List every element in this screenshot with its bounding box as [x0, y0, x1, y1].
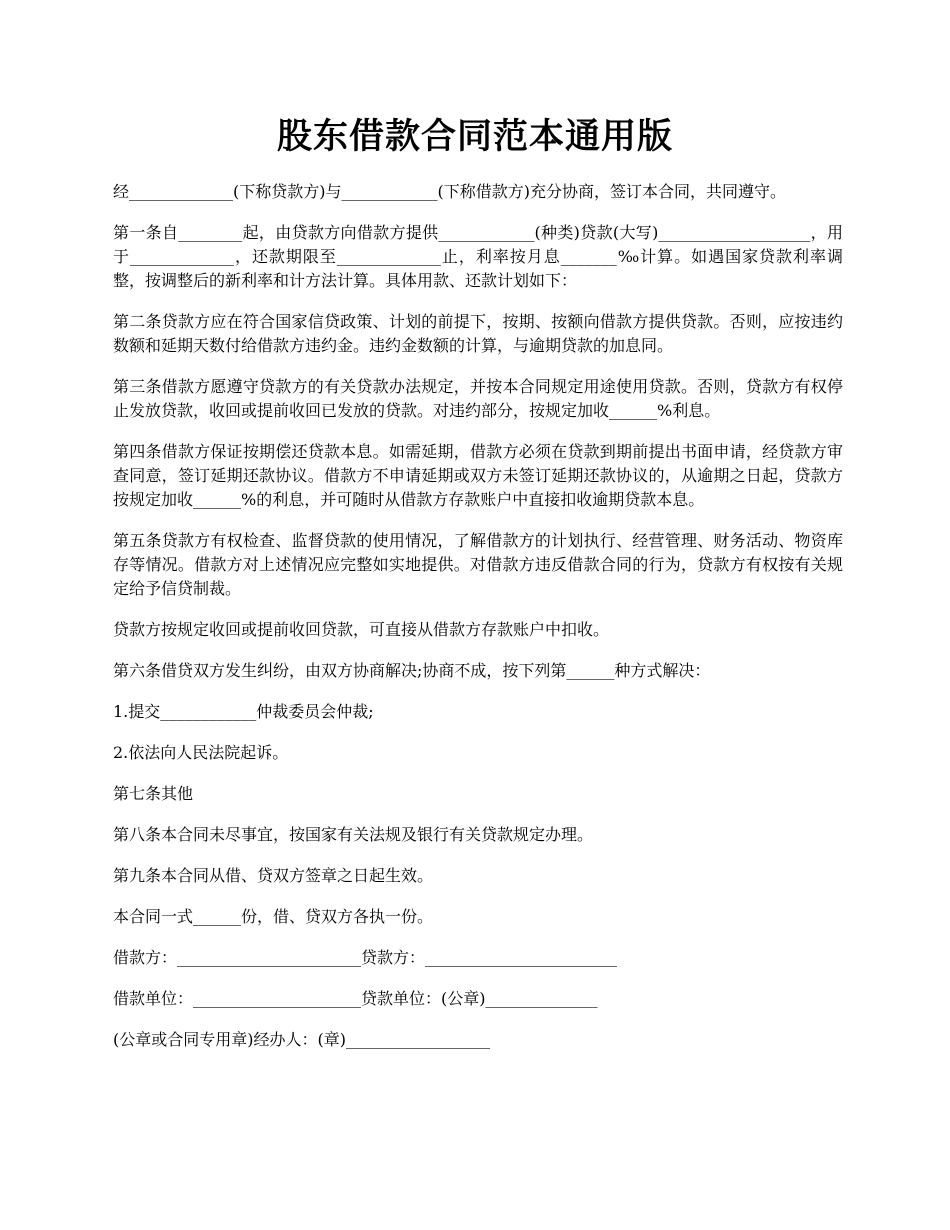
signature-seal-line: (公章或合同专用章)经办人：(章)__________________	[113, 1030, 490, 1049]
article-2-paragraph: 第二条贷款方应在符合国家信贷政策、计划的前提下，按期、按额向借款方提供贷款。否则，应按违约数额和延期天数付给借款方违约金。违约金数额的计算，与逾期贷款的加息同。	[113, 312, 843, 355]
intro-paragraph: 经_____________(下称贷款方)与____________(下称借款方)充分协商，签订本合同，共同遵守。	[113, 182, 786, 201]
article-3-paragraph: 第三条借款方愿遵守贷款方的有关贷款办法规定，并按本合同规定用途使用贷款。否则，贷款方有权停止发放贷款，收回或提前收回已发放的贷款。对违约部分，按规定加收______%利息。	[113, 377, 843, 420]
article-7-paragraph: 第七条其他	[113, 784, 194, 803]
article-9-paragraph: 第九条本合同从借、贷双方签章之日起生效。	[113, 866, 434, 885]
signature-units-line: 借款单位：_____________________贷款单位：(公章)______________	[113, 989, 598, 1008]
article-8-paragraph: 第八条本合同未尽事宜，按国家有关法规及银行有关贷款规定办理。	[113, 825, 594, 844]
deduction-paragraph: 贷款方按规定收回或提前收回贷款，可直接从借款方存款账户中扣收。	[113, 620, 610, 639]
article-1-paragraph: 第一条自________起，由贷款方向借款方提供____________(种类)贷款(大写)___________________，用于_____________，还款期限至_____________止，利率按月息_______‰计算。如遇国家贷款利率调整，按调整后的新利率和计方法计算。具体用款、还款计划如下：	[113, 223, 843, 290]
document-body	[113, 180, 843, 1069]
signature-parties-line: 借款方：_______________________贷款方：________________________	[113, 948, 618, 967]
article-4-paragraph: 第四条借款方保证按期偿还贷款本息。如需延期，借款方必须在贷款到期前提出书面申请，经贷款方审查同意，签订延期还款协议。借款方不申请延期或双方未签订延期还款协议的，从逾期之日起，贷款方按规定加收______%的利息，并可随时从借款方存款账户中直接扣收逾期贷款本息。	[113, 442, 843, 509]
document-title: 股东借款合同范本通用版	[276, 116, 673, 157]
copies-paragraph: 本合同一式______份，借、贷双方各执一份。	[113, 907, 434, 926]
article-5-paragraph: 第五条贷款方有权检查、监督贷款的使用情况，了解借款方的计划执行、经营管理、财务活动、物资库存等情况。借款方对上述情况应完整如实地提供。对借款方违反借款合同的行为，贷款方有权按有关规定给予信贷制裁。	[113, 531, 843, 598]
dispute-option-1: 1.提交____________仲裁委员会仲裁;	[113, 702, 374, 721]
dispute-option-2: 2.依法向人民法院起诉。	[113, 743, 289, 762]
article-6-paragraph: 第六条借贷双方发生纠纷，由双方协商解决;协商不成，按下列第______种方式解决：	[113, 661, 711, 680]
